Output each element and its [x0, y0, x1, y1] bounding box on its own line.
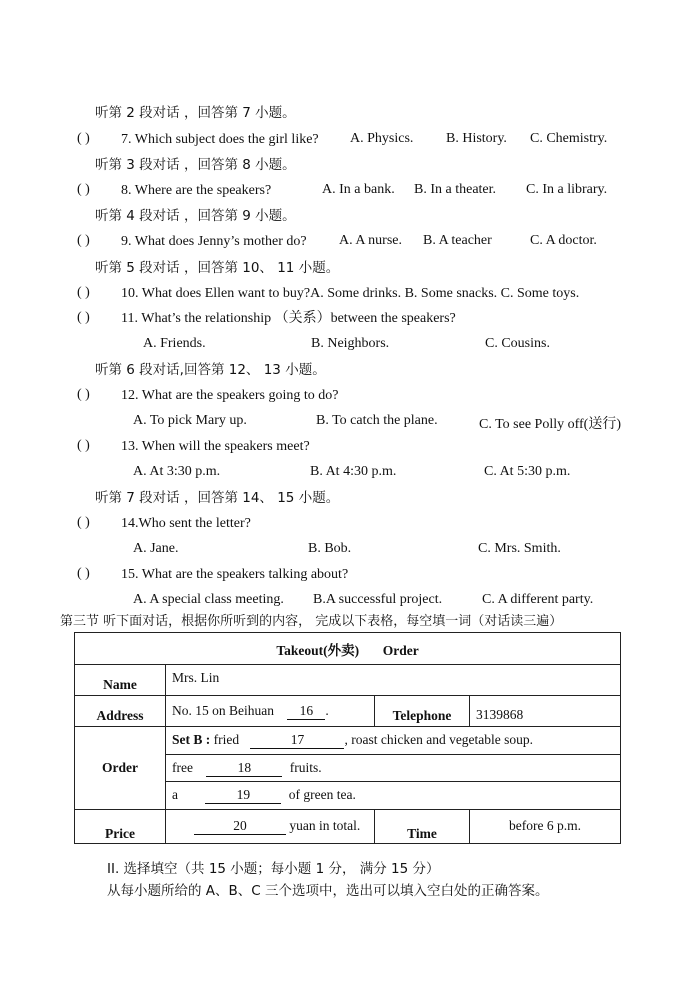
- question-14-option-a: A. Jane.: [133, 541, 179, 556]
- question-11-stem: 11. What’s the relationship （关系）between the speakers?: [121, 311, 456, 326]
- question-9-option-a: A. A nurse.: [339, 233, 402, 248]
- question-13-stem: 13. When will the speakers meet?: [121, 439, 310, 454]
- name-value: Mrs. Lin: [166, 665, 621, 696]
- time-value: before 6 p.m.: [470, 810, 621, 844]
- fried-text: fried: [213, 732, 240, 747]
- question-12-stem: 12. What are the speakers going to do?: [121, 388, 339, 403]
- question-7-stem: 7. Which subject does the girl like?: [121, 132, 319, 147]
- answer-paren-15[interactable]: ( ): [77, 566, 90, 581]
- part2-instructions: 从每小题所给的 A、B、C 三个选项中，选出可以填入空白处的正确答案。: [107, 883, 549, 899]
- part3-instructions: 第三节 听下面对话，根据你所听到的内容， 完成以下表格，每空填一词（对话读三遍）: [60, 614, 563, 629]
- set-b-label: Set B :: [172, 732, 211, 747]
- question-9-stem: 9. What does Jenny’s mother do?: [121, 234, 307, 249]
- free-text: free: [172, 759, 193, 775]
- question-8-option-b: B. In a theater.: [414, 182, 497, 197]
- blank-16[interactable]: 16: [287, 703, 325, 720]
- fruits-text: fruits.: [289, 759, 322, 775]
- answer-paren-9[interactable]: ( ): [77, 233, 90, 248]
- green-tea-text: of green tea.: [288, 787, 356, 802]
- question-7-option-c: C. Chemistry.: [530, 131, 608, 146]
- question-12-option-a: A. To pick Mary up.: [133, 413, 247, 428]
- order-line-1: [166, 727, 621, 755]
- takeout-order-table: [74, 632, 621, 844]
- question-7-option-a: A. Physics.: [350, 131, 414, 146]
- answer-paren-10[interactable]: ( ): [77, 285, 90, 300]
- question-13-option-c: C. At 5:30 p.m.: [484, 464, 571, 479]
- question-14-option-b: B. Bob.: [308, 541, 352, 556]
- question-12-option-b: B. To catch the plane.: [316, 413, 438, 428]
- question-14-stem: 14.Who sent the letter?: [121, 516, 251, 531]
- question-14-option-c: C. Mrs. Smith.: [478, 541, 561, 556]
- question-8-option-a: A. In a bank.: [322, 182, 395, 197]
- answer-paren-7[interactable]: ( ): [77, 131, 90, 146]
- section-5-header: 听第 5 段对话 ，回答第 10、 11 小题。: [95, 260, 340, 276]
- telephone-value: 3139868: [470, 696, 621, 727]
- order-line-1-tail: , roast chicken and vegetable soup.: [344, 732, 534, 747]
- address-label: Address: [75, 696, 166, 727]
- address-suffix: .: [325, 702, 329, 718]
- blank-19[interactable]: 19: [205, 787, 281, 804]
- question-15-stem: 15. What are the speakers talking about?: [121, 567, 349, 582]
- section-6-header: 听第 6 段对话,回答第 12、 13 小题。: [95, 362, 326, 378]
- order-line-2: [166, 755, 621, 782]
- question-10-stem: 10. What does Ellen want to buy?A. Some drinks. B. Some snacks. C. Some toys.: [121, 286, 580, 301]
- question-15-option-a: A. A special class meeting.: [133, 592, 284, 607]
- section-7-header: 听第 7 段对话 ，回答第 14、 15 小题。: [95, 490, 340, 506]
- blank-20[interactable]: 20: [194, 818, 286, 835]
- question-13-option-b: B. At 4:30 p.m.: [310, 464, 397, 479]
- question-11-option-c: C. Cousins.: [485, 336, 550, 351]
- section-3-header: 听第 3 段对话 ，回答第 8 小题。: [95, 157, 296, 173]
- answer-paren-8[interactable]: ( ): [77, 182, 90, 197]
- answer-paren-11[interactable]: ( ): [77, 310, 90, 325]
- question-12-option-c: C. To see Polly off(送行): [479, 417, 621, 432]
- section-4-header: 听第 4 段对话 ，回答第 9 小题。: [95, 208, 296, 224]
- question-13-option-a: A. At 3:30 p.m.: [133, 464, 221, 479]
- order-line-3: [166, 782, 621, 810]
- part2-title: II. 选择填空（共 15 小题；每小题 1 分， 满分 15 分）: [107, 861, 440, 877]
- price-cell: [166, 810, 375, 844]
- blank-17[interactable]: 17: [250, 732, 344, 749]
- answer-paren-14[interactable]: ( ): [77, 515, 90, 530]
- blank-18[interactable]: 18: [206, 760, 282, 777]
- order-label: Order: [75, 727, 166, 810]
- price-label: Price: [75, 810, 166, 844]
- question-11-option-b: B. Neighbors.: [311, 336, 390, 351]
- table-title: Takeout(外卖) Order: [75, 633, 621, 665]
- question-11-option-a: A. Friends.: [143, 336, 206, 351]
- a-text: a: [172, 787, 178, 802]
- question-7-option-b: B. History.: [446, 131, 507, 146]
- telephone-label: Telephone: [375, 696, 470, 727]
- question-8-option-c: C. In a library.: [526, 182, 608, 197]
- section-2-header: 听第 2 段对话 ，回答第 7 小题。: [95, 105, 296, 121]
- yuan-text: yuan in total.: [289, 818, 361, 833]
- address-prefix: No. 15 on Beihuan: [172, 702, 274, 718]
- address-cell: [166, 696, 375, 727]
- question-15-option-b: B.A successful project.: [313, 592, 443, 607]
- question-8-stem: 8. Where are the speakers?: [121, 183, 272, 198]
- question-15-option-c: C. A different party.: [482, 592, 594, 607]
- question-9-option-c: C. A doctor.: [530, 233, 597, 248]
- name-label: Name: [75, 665, 166, 696]
- question-9-option-b: B. A teacher: [423, 233, 492, 248]
- answer-paren-13[interactable]: ( ): [77, 438, 90, 453]
- answer-paren-12[interactable]: ( ): [77, 387, 90, 402]
- time-label: Time: [375, 810, 470, 844]
